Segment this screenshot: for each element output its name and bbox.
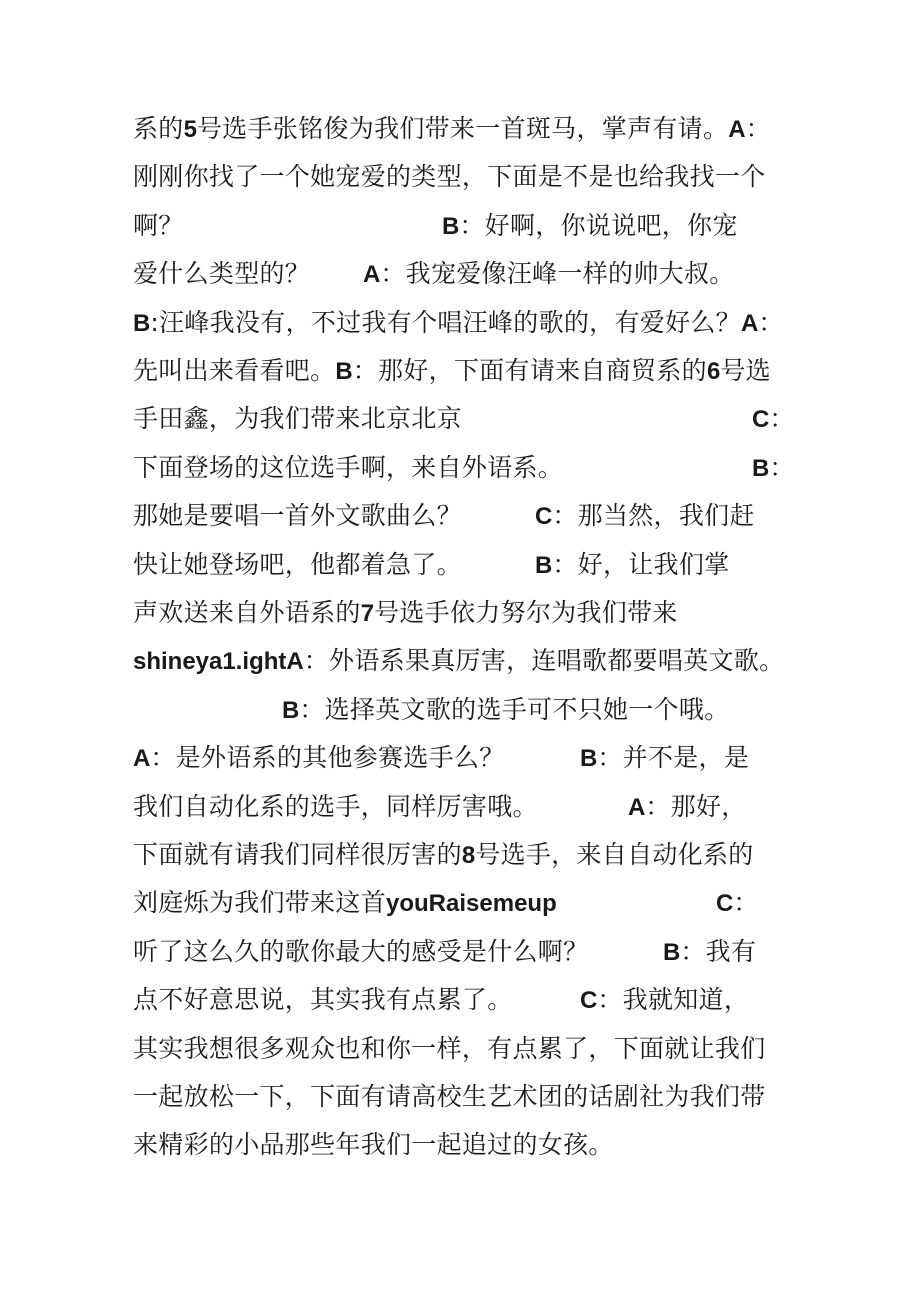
latin-run: 7 — [360, 600, 375, 627]
text-run: ：好，让我们掌 — [552, 550, 730, 579]
text-run: 啊？ — [133, 211, 184, 240]
latin-run: A — [728, 116, 746, 143]
text-run: 来精彩的小品那些年我们一起追过的女孩。 — [133, 1130, 614, 1159]
text-line — [133, 928, 757, 976]
text-run: ： — [745, 114, 771, 143]
latin-run: A — [363, 261, 381, 288]
text-run: ：那好，下面有请来自商贸系的 — [352, 356, 707, 385]
latin-run: B — [580, 745, 598, 772]
text-run: 那她是要唱一首外文歌曲么？ — [133, 501, 462, 530]
text-run: 下面就有请我们同样很厉害的 — [133, 840, 462, 869]
text-run: ：是外语系的其他参赛选手么？ — [150, 743, 505, 772]
text-run: 听了这么久的歌你最大的感受是什么啊？ — [133, 937, 589, 966]
text-line — [133, 783, 747, 831]
speaker-block — [752, 444, 795, 493]
speaker-block — [663, 928, 756, 977]
text-run: 先叫出来看看吧。 — [133, 356, 336, 385]
text-line — [133, 492, 755, 540]
latin-run: shineya1.ightA — [133, 648, 304, 675]
speaker-block — [580, 734, 749, 783]
text-run: ： — [733, 888, 759, 917]
latin-run: 5 — [183, 116, 197, 143]
text-run: ： — [769, 404, 795, 433]
speaker-block — [282, 686, 729, 735]
text-line — [133, 202, 738, 250]
latin-run: youRaisemeup — [386, 890, 557, 917]
latin-run: B — [282, 697, 300, 724]
text-line — [133, 347, 771, 395]
latin-run: C — [580, 987, 598, 1014]
text-line — [133, 395, 795, 443]
text-line — [133, 1121, 614, 1169]
text-run: 声欢送来自外语系的 — [133, 598, 361, 627]
text-run: 其实我想很多观众也和你一样，有点累了，下面就让我们 — [133, 1034, 766, 1063]
latin-run: B — [133, 310, 151, 337]
text-line — [133, 153, 766, 201]
text-run: ：好啊，你说说吧，你宠 — [459, 211, 738, 240]
speaker-block — [363, 250, 735, 299]
latin-run: B — [752, 455, 770, 482]
text-run: ：外语系果真厉害，连唱歌都要唱英文歌。 — [303, 646, 785, 675]
text-run: ： — [769, 453, 795, 482]
text-run: 系的 — [133, 114, 184, 143]
text-run: ：选择英文歌的选手可不只她一个哦。 — [299, 695, 730, 724]
text-line — [133, 1073, 766, 1121]
latin-run: B — [442, 213, 460, 240]
text-run: :汪峰我没有，不过我有个唱汪峰的歌的，有爱好么？ — [150, 308, 741, 337]
text-run: ：我宠爱像汪峰一样的帅大叔。 — [380, 259, 735, 288]
latin-run: B — [535, 552, 553, 579]
text-run: 刘庭烁为我们带来这首 — [133, 888, 387, 917]
text-line — [133, 831, 754, 879]
text-run: 我们自动化系的选手，同样厉害哦。 — [133, 792, 538, 821]
text-line — [133, 637, 784, 685]
text-run: 手田鑫，为我们带来北京北京 — [133, 404, 462, 433]
speaker-block — [535, 541, 729, 590]
text-run: 点不好意思说，其实我有点累了。 — [133, 985, 513, 1014]
text-run: ：那当然，我们赶 — [552, 501, 755, 530]
speaker-block — [535, 492, 755, 541]
text-run: 刚刚你找了一个她宠爱的类型，下面是不是也给我找一个 — [133, 162, 766, 191]
text-run: ： — [758, 308, 784, 337]
latin-run: A — [133, 745, 151, 772]
speaker-block — [580, 976, 749, 1025]
text-line — [133, 879, 759, 927]
speaker-block — [752, 395, 795, 444]
text-run: 号选手张铭俊为我们带来一首斑马，掌声有请。 — [196, 114, 729, 143]
text-run: ：我就知道， — [597, 985, 750, 1014]
latin-run: B — [335, 358, 353, 385]
text-run: 爱什么类型的？ — [133, 259, 311, 288]
latin-run: B — [663, 939, 681, 966]
text-run: 一起放松一下，下面有请高校生艺术团的话剧社为我们带 — [133, 1082, 766, 1111]
text-line — [133, 250, 735, 298]
text-line — [133, 976, 750, 1024]
latin-run: 6 — [706, 358, 721, 385]
speaker-block — [628, 783, 747, 832]
text-line — [133, 299, 784, 347]
text-line — [133, 444, 795, 492]
text-run: 号选手依力努尔为我们带来 — [374, 598, 678, 627]
text-line — [133, 105, 771, 153]
text-run: ：并不是，是 — [597, 743, 750, 772]
latin-run: C — [716, 890, 734, 917]
latin-run: A — [628, 794, 646, 821]
text-run: 号选手，来自自动化系的 — [475, 840, 754, 869]
text-run: 下面登场的这位选手啊，来自外语系。 — [133, 453, 564, 482]
text-run: ：那好， — [645, 792, 747, 821]
latin-run: 8 — [461, 842, 476, 869]
text-line — [133, 541, 730, 589]
text-run: 号选 — [720, 356, 771, 385]
text-run: ：我有 — [680, 937, 757, 966]
text-line — [133, 1025, 766, 1073]
text-run: 快让她登场吧，他都着急了。 — [133, 550, 462, 579]
text-line — [133, 589, 678, 637]
speaker-block — [442, 202, 738, 251]
latin-run: A — [740, 310, 759, 337]
latin-run: C — [752, 406, 770, 433]
text-line — [133, 734, 750, 782]
latin-run: C — [535, 503, 553, 530]
speaker-block — [716, 879, 759, 928]
